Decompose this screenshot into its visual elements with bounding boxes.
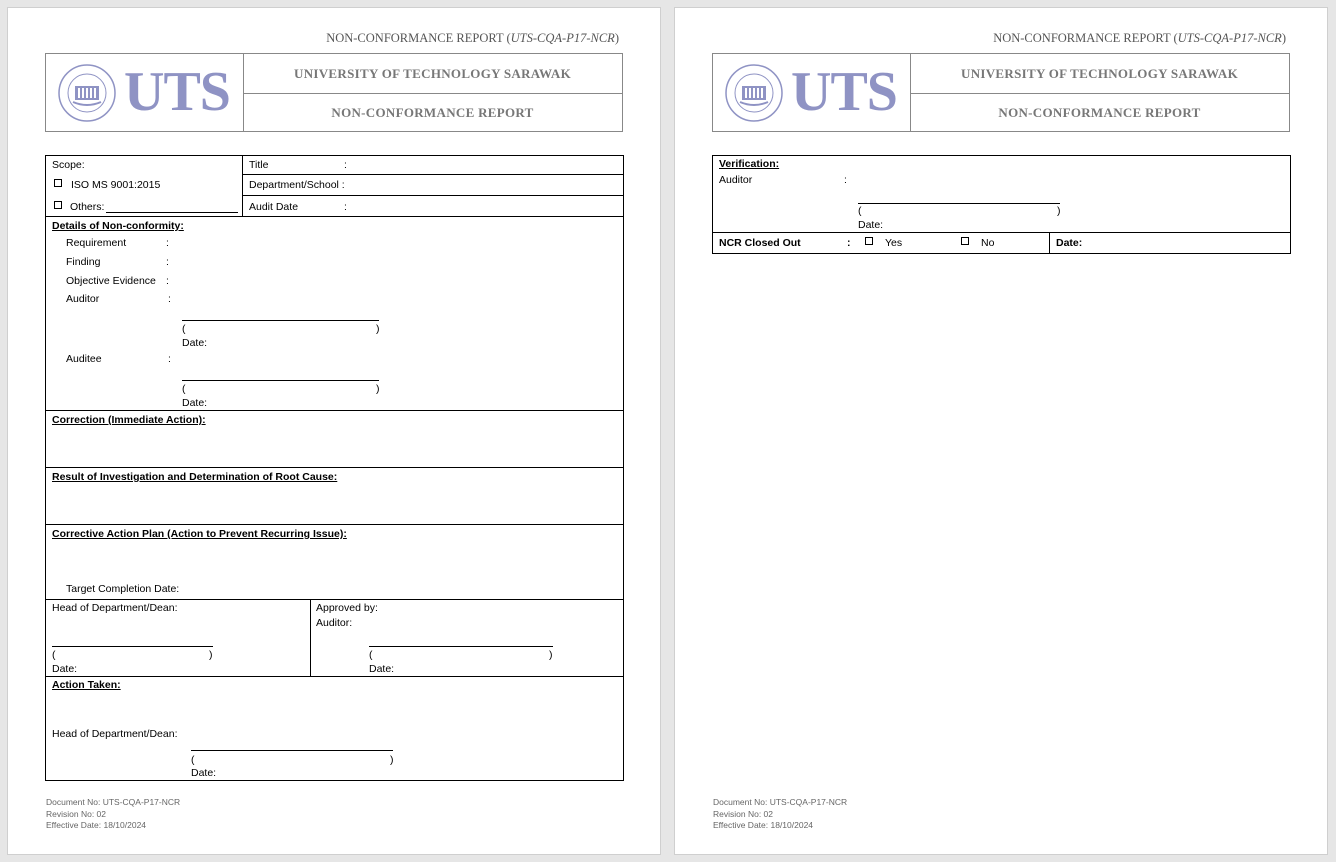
action-hod-label: Head of Department/Dean: (52, 728, 178, 740)
title-label: Title (249, 159, 269, 171)
auditee-close-paren: ) (376, 383, 380, 395)
action-hod-signature-line[interactable] (191, 750, 393, 751)
auditee-signature-line[interactable] (182, 380, 379, 381)
auditor-close-paren: ) (376, 323, 380, 335)
audit-date-colon: : (344, 201, 347, 213)
scope-label: Scope: (52, 159, 85, 171)
hod-open-paren: ( (52, 649, 56, 661)
title-colon: : (344, 159, 347, 171)
others-option-label: Others: (70, 201, 105, 213)
uts-logo (46, 54, 244, 132)
ncr-closed-out-label: NCR Closed Out (719, 237, 801, 249)
logo-text: UTS (791, 61, 897, 123)
iso-checkbox[interactable] (54, 179, 62, 187)
report-title: NON-CONFORMANCE REPORT (998, 104, 1201, 120)
corrective-action-plan-heading: Corrective Action Plan (Action to Prevent Recurring Issue): (52, 528, 347, 540)
action-date-label: Date: (191, 767, 217, 779)
uts-logo (713, 54, 911, 132)
document-number: Document No: UTS-CQA-P17-NCR (46, 797, 181, 807)
verification-auditor-label: Auditor (719, 174, 753, 186)
header-box (712, 53, 1290, 132)
audit-date-label: Audit Date (249, 201, 299, 213)
yes-label: Yes (885, 237, 903, 249)
approver-signature-line[interactable] (369, 646, 553, 647)
hod-date-label: Date: (52, 663, 78, 675)
yes-checkbox[interactable] (865, 237, 873, 245)
auditor-colon: : (168, 293, 171, 305)
action-close-paren: ) (390, 754, 394, 766)
head-of-department-label: Head of Department/Dean: (52, 602, 178, 614)
university-name: UNIVERSITY OF TECHNOLOGY SARAWAK (910, 54, 1289, 94)
auditor-date-label: Date: (182, 337, 208, 349)
details-heading: Details of Non-conformity: (52, 220, 184, 232)
requirement-colon: : (166, 237, 169, 249)
header-box (45, 53, 623, 132)
approver-close-paren: ) (549, 649, 553, 661)
document-number: Document No: UTS-CQA-P17-NCR (713, 797, 848, 807)
correction-heading: Correction (Immediate Action): (52, 414, 206, 426)
approved-auditor-label: Auditor: (316, 617, 353, 629)
auditee-date-label: Date: (182, 397, 208, 409)
revision-number: Revision No: 02 (46, 808, 107, 819)
effective-date: Effective Date: 18/10/2024 (46, 820, 147, 830)
verification-date-label: Date: (858, 219, 884, 231)
root-cause-heading: Result of Investigation and Determination of Root Cause: (52, 471, 338, 483)
verification-open-paren: ( (858, 205, 862, 217)
hod-close-paren: ) (209, 649, 213, 661)
ncr-closed-out-colon: : (847, 237, 851, 249)
effective-date: Effective Date: 18/10/2024 (713, 820, 814, 830)
doc-reference: NON-CONFORMANCE REPORT (UTS-CQA-P17-NCR) (326, 31, 619, 45)
auditee-open-paren: ( (182, 383, 186, 395)
auditee-colon: : (168, 353, 171, 365)
logo-text: UTS (124, 61, 230, 123)
closed-date-label: Date: (1056, 237, 1083, 249)
auditor-label: Auditor (66, 293, 100, 305)
objective-evidence-label: Objective Evidence (66, 275, 156, 287)
revision-number: Revision No: 02 (713, 808, 774, 819)
university-seal-icon (725, 64, 783, 122)
approved-by-label: Approved by: (316, 602, 378, 614)
page-2 (675, 8, 1327, 854)
approver-date-label: Date: (369, 663, 395, 675)
auditor-signature-line[interactable] (182, 320, 379, 321)
university-seal-icon (58, 64, 116, 122)
page-1 (8, 8, 660, 854)
no-label: No (981, 237, 995, 249)
auditee-label: Auditee (66, 353, 102, 365)
page-footer (46, 797, 180, 832)
objective-evidence-colon: : (166, 275, 169, 287)
approver-open-paren: ( (369, 649, 373, 661)
others-input-line[interactable] (106, 212, 238, 213)
page-footer (713, 797, 847, 832)
finding-colon: : (166, 256, 169, 268)
report-title: NON-CONFORMANCE REPORT (331, 104, 534, 120)
department-label: Department/School : (249, 179, 345, 191)
action-open-paren: ( (191, 754, 195, 766)
finding-label: Finding (66, 256, 101, 268)
verification-close-paren: ) (1057, 205, 1061, 217)
verification-auditor-colon: : (844, 174, 847, 186)
auditor-open-paren: ( (182, 323, 186, 335)
ncr-form-table (45, 155, 624, 781)
iso-option-label: ISO MS 9001:2015 (71, 179, 161, 191)
requirement-label: Requirement (66, 237, 127, 249)
others-checkbox[interactable] (54, 201, 62, 209)
no-checkbox[interactable] (961, 237, 969, 245)
target-completion-label: Target Completion Date: (66, 583, 180, 595)
verification-signature-line[interactable] (858, 203, 1060, 204)
university-name: UNIVERSITY OF TECHNOLOGY SARAWAK (243, 54, 622, 94)
verification-heading: Verification: (719, 158, 780, 170)
doc-reference: NON-CONFORMANCE REPORT (UTS-CQA-P17-NCR) (993, 31, 1286, 45)
action-taken-heading: Action Taken: (52, 679, 121, 691)
hod-signature-line[interactable] (52, 646, 213, 647)
